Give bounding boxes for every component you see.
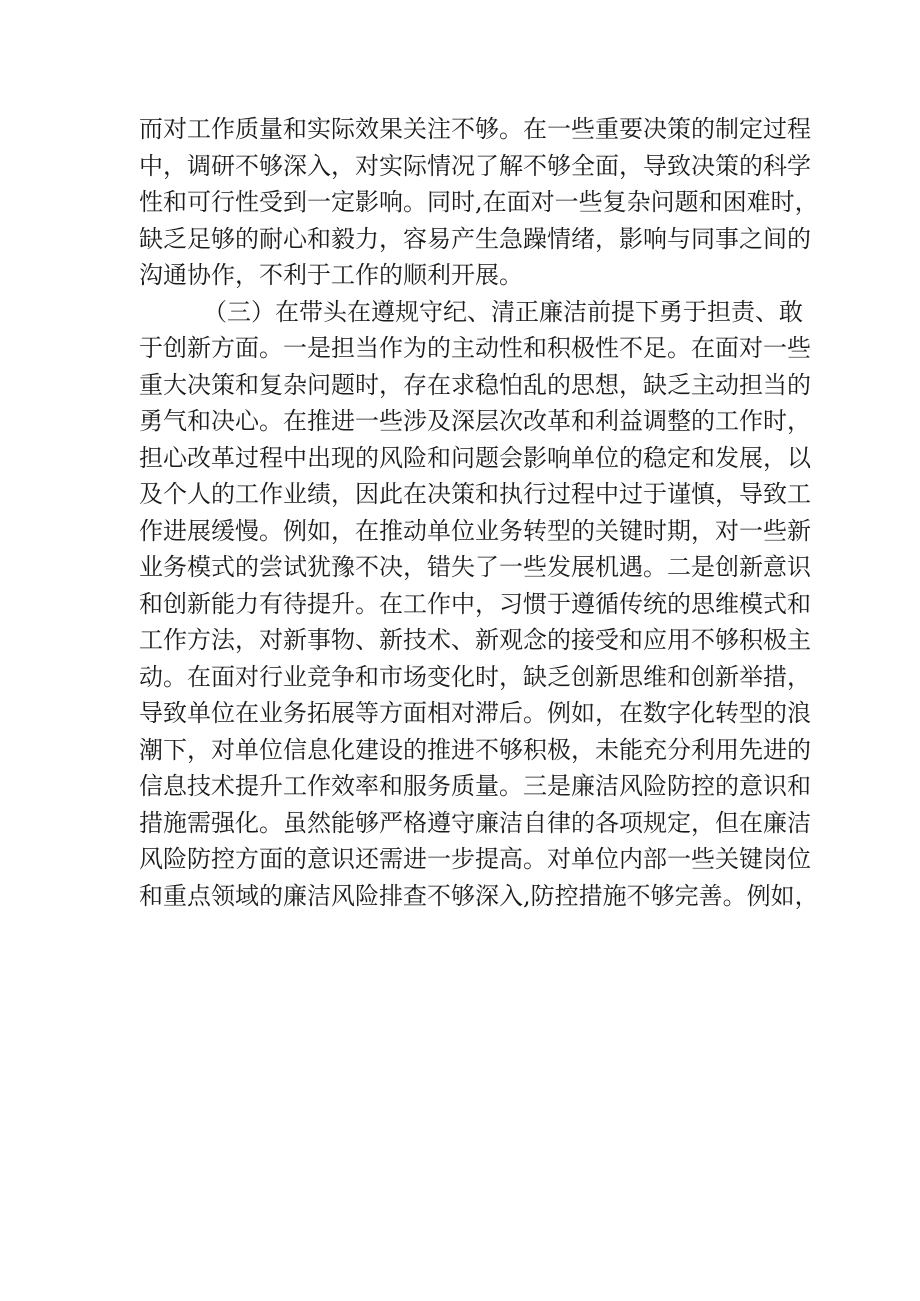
text-line: 及个人的工作业绩，因此在决策和执行过程中过于谨慎，导致工 bbox=[139, 480, 811, 508]
text-line: 动。在面对行业竞争和市场变化时，缺乏创新思维和创新举措， bbox=[139, 662, 811, 691]
text-line: 重大决策和复杂问题时，存在求稳怕乱的思想，缺乏主动担当的 bbox=[139, 370, 811, 399]
text-line: 勇气和决心。在推进一些涉及深层次改革和利益调整的工作时， bbox=[139, 407, 811, 435]
text-line: 导致单位在业务拓展等方面相对滞后。例如，在数字化转型的浪 bbox=[139, 699, 811, 727]
text-line: 缺乏足够的耐心和毅力，容易产生急躁情绪，影响与同事之间的 bbox=[139, 224, 811, 253]
section-heading-line: （三）在带头在遵规守纪、清正廉洁前提下勇于担责、敢 bbox=[203, 297, 803, 326]
body-text bbox=[139, 111, 819, 914]
text-line: 性和可行性受到一定影响。同时,在面对一些复杂问题和困难时， bbox=[139, 188, 819, 216]
text-line: 业务模式的尝试犹豫不决，错失了一些发展机遇。二是创新意识 bbox=[139, 553, 811, 581]
text-line: 风险防控方面的意识还需进一步提高。对单位内部一些关键岗位 bbox=[139, 845, 811, 873]
text-line: 工作方法，对新事物、新技术、新观念的接受和应用不够积极主 bbox=[139, 626, 811, 654]
text-line: 潮下，对单位信息化建设的推进不够积极，未能充分利用先进的 bbox=[139, 735, 811, 764]
text-line: 担心改革过程中出现的风险和问题会影响单位的稳定和发展，以 bbox=[139, 443, 811, 472]
text-line: 而对工作质量和实际效果关注不够。在一些重要决策的制定过程 bbox=[139, 115, 811, 143]
text-line: 作进展缓慢。例如，在推动单位业务转型的关键时期，对一些新 bbox=[139, 516, 811, 545]
text-line: 措施需强化。虽然能够严格遵守廉洁自律的各项规定，但在廉洁 bbox=[139, 808, 811, 837]
text-line: 和重点领域的廉洁风险排查不够深入,防控措施不够完善。例如， bbox=[139, 881, 819, 910]
text-line: 于创新方面。一是担当作为的主动性和积极性不足。在面对一些 bbox=[139, 334, 811, 362]
text-line: 和创新能力有待提升。在工作中，习惯于遵循传统的思维模式和 bbox=[139, 589, 811, 618]
text-line: 沟通协作，不利于工作的顺利开展。 bbox=[139, 261, 523, 289]
text-line: 中，调研不够深入，对实际情况了解不够全面，导致决策的科学 bbox=[139, 151, 811, 180]
text-line: 信息技术提升工作效率和服务质量。三是廉洁风险防控的意识和 bbox=[139, 772, 811, 800]
